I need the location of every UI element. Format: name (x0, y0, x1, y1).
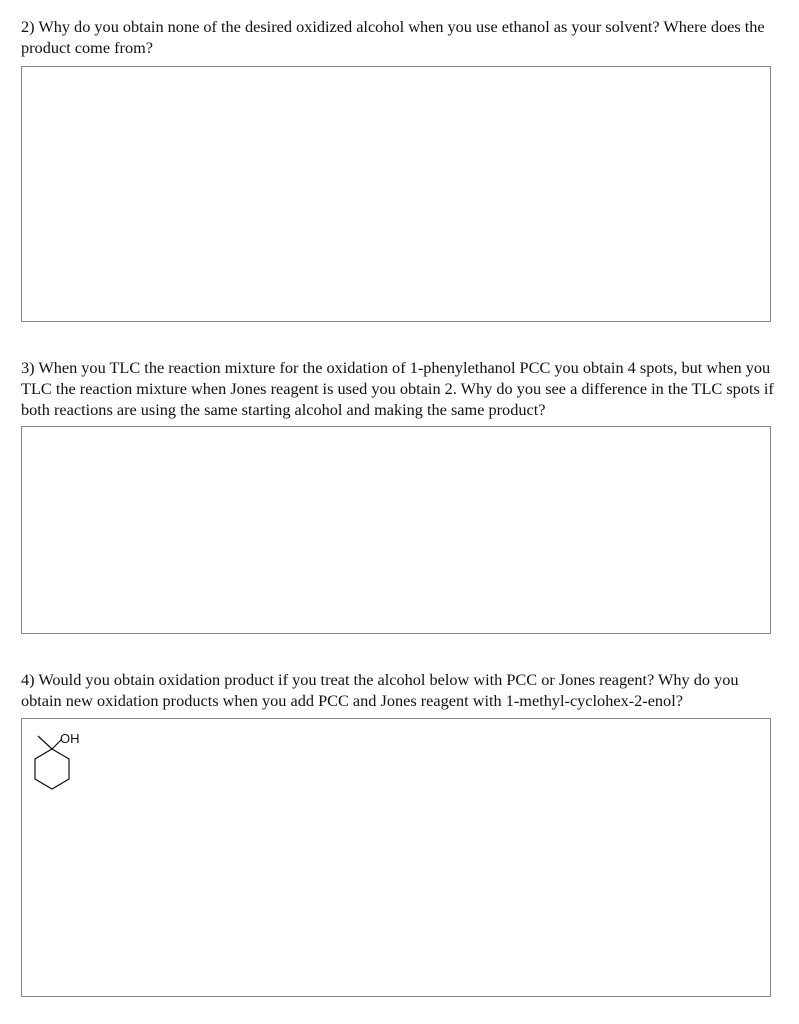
methylcyclohexanol-structure (32, 727, 102, 797)
answer-box-question-4[interactable] (21, 718, 771, 997)
cyclohexane-ring (35, 749, 69, 789)
methyl-bond (38, 736, 52, 749)
question-4-text: 4) Would you obtain oxidation product if you treat the alcohol below with PCC or Jones reagent? Why do you obtain new oxidation products when you add PCC and Jones reagent with 1-methyl-cyclohex-2-enol? (21, 670, 739, 710)
answer-box-question-3[interactable] (21, 426, 771, 634)
hydroxyl-label: OH (60, 731, 80, 746)
question-3-text: 3) When you TLC the reaction mixture for the oxidation of 1-phenylethanol PCC you obtain 4 spots, but when you TLC the reaction mixture when Jones reagent is used you obtain 2. Why do you see a difference in the TLC spots if both reactions are using the same starting alcohol and making the same product? (21, 358, 774, 419)
answer-box-question-2[interactable] (21, 66, 771, 322)
question-2-text: 2) Why do you obtain none of the desired oxidized alcohol when you use ethanol as your solvent? Where does the product come from? (21, 17, 765, 57)
